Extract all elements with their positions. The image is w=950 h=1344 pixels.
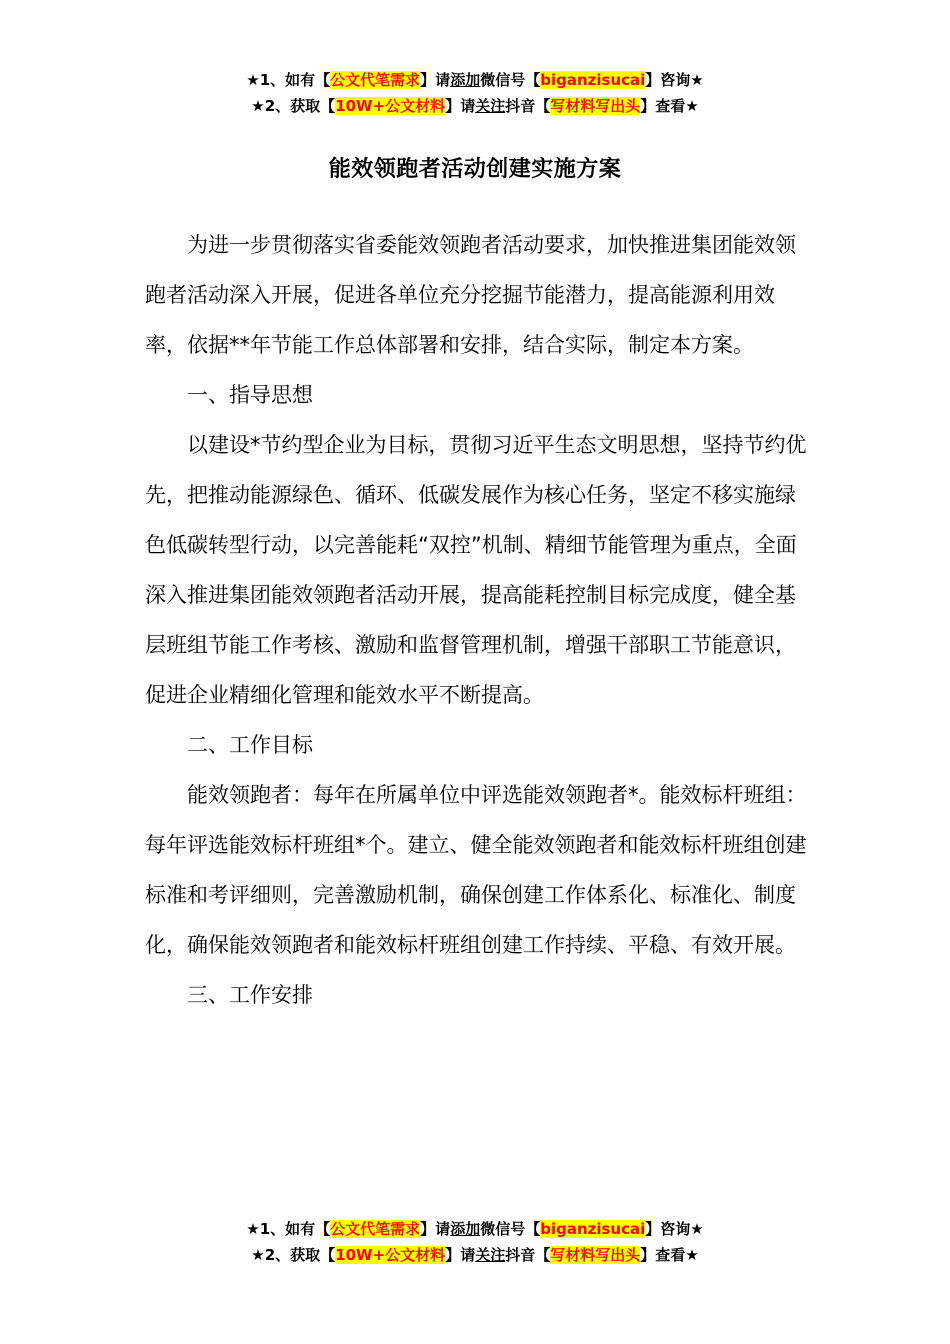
notice-line-2: ★2、获取【10W+公文材料】请关注抖音【写材料写出头】查看★ xyxy=(251,97,699,115)
highlight-materials: 10W+公文材料 xyxy=(335,97,446,115)
highlight-douyin: 写材料写出头 xyxy=(550,1246,641,1264)
section-heading-2: 二、工作目标 xyxy=(187,733,313,757)
footer-notice xyxy=(0,1216,950,1268)
paragraph-guiding-ideology: 以建设*节约型企业为目标，贯彻习近平生态文明思想，坚持节约优先，把推动能源绿色、循环、低碳发展作为核心任务，坚定不移实施绿色低碳转型行动，以完善能耗“双控”机制、精细节能管理为重点，全面深入推进集团能效领跑者活动开展，提高能耗控制目标完成度，健全基层班组节能工作考核、激励和监督管理机制，增强干部职工节能意识，促进企业精细化管理和能效水平不断提高。 xyxy=(145,433,807,707)
header-notice xyxy=(0,67,950,119)
highlight-wechat-id: biganzisucai xyxy=(540,71,646,89)
notice-line-1: ★1、如有【公文代笔需求】请添加微信号【biganzisucai】咨询★ xyxy=(246,71,704,89)
highlight-douyin: 写材料写出头 xyxy=(550,97,641,115)
notice-line-2: ★2、获取【10W+公文材料】请关注抖音【写材料写出头】查看★ xyxy=(251,1246,699,1264)
paragraph-intro: 为进一步贯彻落实省委能效领跑者活动要求，加快推进集团能效领跑者活动深入开展，促进各单位充分挖掘节能潜力，提高能源利用效率，依据**年节能工作总体部署和安排，结合实际，制定本方案。 xyxy=(145,233,796,357)
highlight-materials: 10W+公文材料 xyxy=(335,1246,446,1264)
highlight-service: 公文代笔需求 xyxy=(330,1220,421,1238)
paragraph-work-goals: 能效领跑者：每年在所属单位中评选能效领跑者*。能效标杆班组：每年评选能效标杆班组*个。建立、健全能效领跑者和能效标杆班组创建标准和考评细则，完善激励机制，确保创建工作体系化、标准化、制度化，确保能效领跑者和能效标杆班组创建工作持续、平稳、有效开展。 xyxy=(145,783,807,957)
highlight-wechat-id: biganzisucai xyxy=(540,1220,646,1238)
highlight-service: 公文代笔需求 xyxy=(330,71,421,89)
section-heading-3: 三、工作安排 xyxy=(187,983,313,1007)
document-title: 能效领跑者活动创建实施方案 xyxy=(328,157,622,182)
document-body xyxy=(145,220,810,1020)
section-heading-1: 一、指导思想 xyxy=(187,383,313,407)
notice-line-1: ★1、如有【公文代笔需求】请添加微信号【biganzisucai】咨询★ xyxy=(246,1220,704,1238)
